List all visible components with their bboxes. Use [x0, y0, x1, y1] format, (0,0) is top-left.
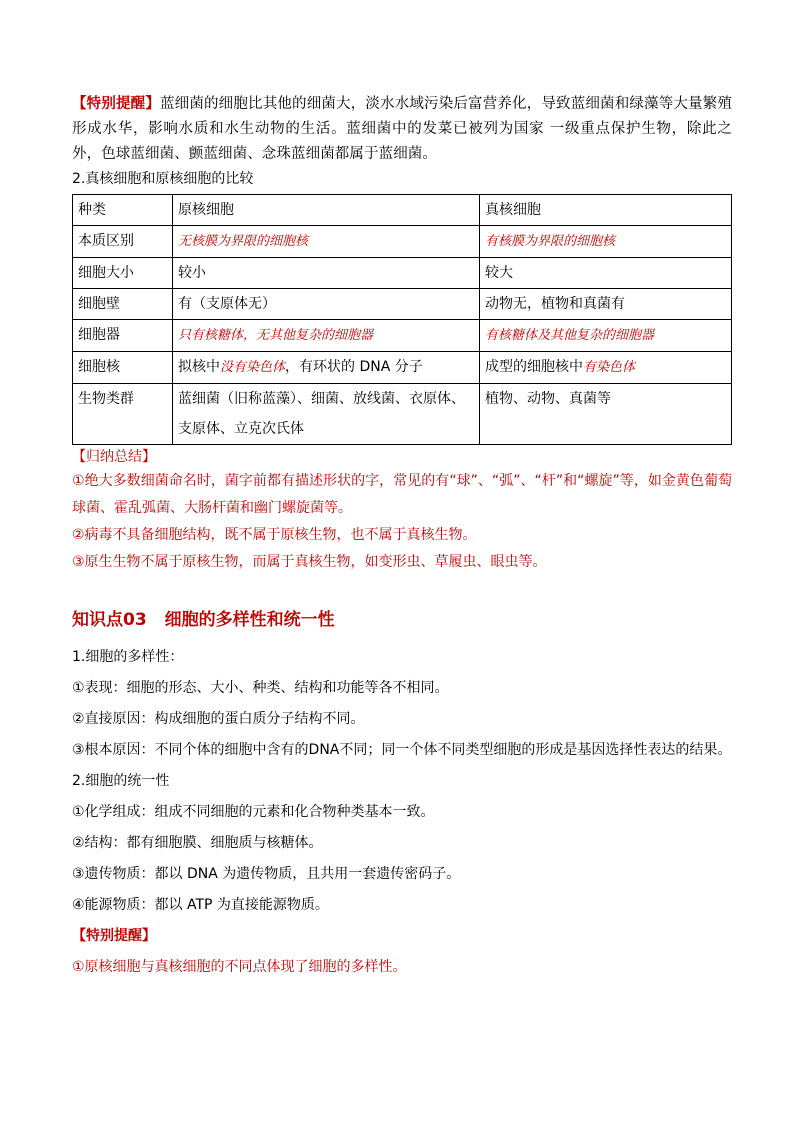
comparison-table [72, 194, 732, 445]
table-row [73, 320, 732, 352]
prokaryote-text-c: ，有环状的 DNA 分子 [285, 359, 423, 375]
prokaryote-emphasis: 没有染色体 [220, 360, 286, 375]
eukaryote-cell: 较大 [480, 258, 732, 289]
row-label: 细胞核 [73, 352, 173, 384]
summary-item-1: ①绝大多数细菌命名时，菌字前都有描述形状的字，常见的有“球”、“弧”、“杆”和“螺旋”等，如金黄色葡萄球菌、霍乱弧菌、大肠杆菌和幽门螺旋菌等。 [72, 473, 732, 516]
eukaryote-text-a: 成型的细胞核中 [485, 359, 583, 375]
special-note-2-text: ①原核细胞与真核细胞的不同点体现了细胞的多样性。 [72, 959, 407, 975]
prokaryote-value: 只有核糖体，无其他复杂的细胞器 [178, 328, 374, 343]
table-row [73, 289, 732, 320]
special-note-tag: 【特别提醒】 [72, 96, 161, 112]
row-label: 细胞器 [73, 320, 173, 352]
prokaryote-cell [173, 384, 480, 445]
special-note-paragraph [72, 92, 732, 167]
prokaryote-line-1: 蓝细菌（旧称蓝藻）、细菌、放线菌、衣原体、 [178, 391, 465, 407]
unity-title: 2.细胞的统一性 [72, 773, 170, 789]
prokaryote-cell [173, 320, 480, 352]
diversity-item-1: ①表现：细胞的形态、大小、种类、结构和功能等各不相同。 [72, 680, 449, 696]
header-cell-eukaryote: 真核细胞 [480, 195, 732, 226]
special-note-text: 蓝细菌的细胞比其他的细菌大，淡水水域污染后富营养化，导致蓝细菌和绿藻等大量繁殖形成水华，影响水质和水生动物的生活。蓝细菌中的发菜已被列为国家 一级重点保护生物，除此之外，色球蓝细菌、颤蓝细菌、念珠蓝细菌都属于蓝细菌。 [72, 96, 732, 162]
special-note-2-title: 【特别提醒】 [72, 928, 156, 944]
unity-item-4: ④能源物质：都以 ATP 为直接能源物质。 [72, 897, 329, 913]
eukaryote-emphasis: 有染色体 [583, 360, 636, 375]
diversity-item-2: ②直接原因：构成细胞的蛋白质分子结构不同。 [72, 711, 365, 727]
row-label: 本质区别 [73, 226, 173, 258]
diversity-title: 1.细胞的多样性： [72, 649, 184, 665]
knowledge-point-title: 细胞的多样性和统一性 [164, 610, 335, 630]
row-label: 细胞大小 [73, 258, 173, 289]
diversity-item-3: ③根本原因：不同个体的细胞中含有的DNA不同；同一个体不同类型细胞的形成是基因选择性表达的结果。 [72, 742, 732, 758]
table-row [73, 352, 732, 384]
table-row [73, 258, 732, 289]
eukaryote-cell [480, 226, 732, 258]
unity-item-3: ③遗传物质：都以 DNA 为遗传物质，且共用一套遗传密码子。 [72, 866, 461, 882]
summary-item-3: ③原生生物不属于原核生物，而属于真核生物，如变形虫、草履虫、眼虫等。 [72, 554, 547, 570]
knowledge-point-number: 知识点03 [72, 610, 147, 630]
row-label: 细胞壁 [73, 289, 173, 320]
table-header-row [73, 195, 732, 226]
eukaryote-cell [480, 320, 732, 352]
document-page [72, 92, 732, 983]
header-cell-kind: 种类 [73, 195, 173, 226]
eukaryote-cell [480, 352, 732, 384]
comparison-heading: 2.真核细胞和原核细胞的比较 [72, 171, 254, 187]
prokaryote-cell [173, 226, 480, 258]
prokaryote-cell: 有（支原体无） [173, 289, 480, 320]
eukaryote-cell: 动物无，植物和真菌有 [480, 289, 732, 320]
unity-item-1: ①化学组成：组成不同细胞的元素和化合物种类基本一致。 [72, 804, 435, 820]
eukaryote-value: 有核糖体及其他复杂的细胞器 [485, 328, 655, 343]
summary-title: 【归纳总结】 [72, 449, 156, 465]
unity-item-2: ②结构：都有细胞膜、细胞质与核糖体。 [72, 835, 323, 851]
eukaryote-value: 有核膜为界限的细胞核 [485, 234, 616, 249]
summary-item-2: ②病毒不具备细胞结构，既不属于原核生物，也不属于真核生物。 [72, 527, 477, 543]
table-row [73, 384, 732, 445]
knowledge-point-heading [72, 606, 732, 634]
eukaryote-cell: 植物、动物、真菌等 [480, 384, 732, 445]
prokaryote-line-2: 支原体、立克次氏体 [178, 421, 304, 437]
prokaryote-text-a: 拟核中 [178, 359, 220, 375]
table-row [73, 226, 732, 258]
header-cell-prokaryote: 原核细胞 [173, 195, 480, 226]
prokaryote-value: 无核膜为界限的细胞核 [178, 234, 309, 249]
row-label: 生物类群 [73, 384, 173, 445]
prokaryote-cell [173, 352, 480, 384]
prokaryote-cell: 较小 [173, 258, 480, 289]
